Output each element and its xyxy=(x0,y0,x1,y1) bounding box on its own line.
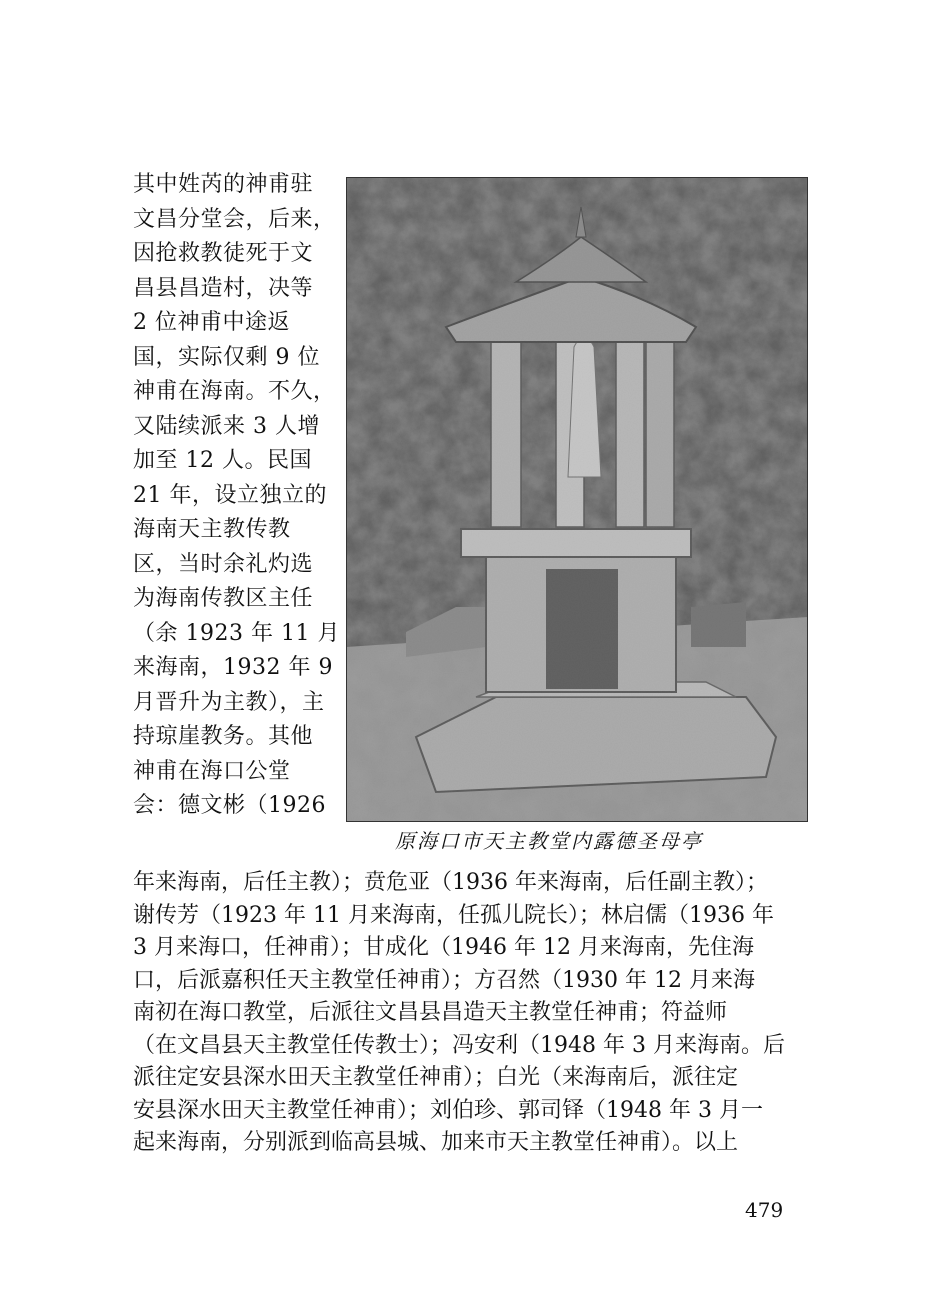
text-line: 昌县昌造村，决等 xyxy=(133,275,314,301)
text-line: 因抢救教徒死于文 xyxy=(133,241,314,266)
text-line: 为海南传教区主任 xyxy=(133,586,314,611)
text-line: 会：德文彬（1926 xyxy=(133,793,326,818)
text-line: （在文昌县天主教堂任传教士）；冯安利（1948 年 3 月来海南。后 xyxy=(133,1032,785,1058)
text-line: 派往定安县深水田天主教堂任神甫）；白光（来海南后，派往定 xyxy=(133,1065,739,1090)
text-line: 南初在海口教堂，后派往文昌县昌造天主教堂任神甫；符益师 xyxy=(133,1000,728,1025)
text-line: 神甫在海口公堂 xyxy=(133,758,291,784)
text-line: 口，后派嘉积任天主教堂任神甫）；方召然（1930 年 12 月来海 xyxy=(133,967,755,993)
text-line: 谢传芳（1923 年 11 月来海南，任孤儿院长）；林启儒（1936 年 xyxy=(133,902,774,928)
page-number: 479 xyxy=(745,1198,784,1222)
pavilion-photo xyxy=(346,177,808,822)
text-line: 文昌分堂会，后来， xyxy=(133,206,336,232)
text-line: 月晋升为主教），主 xyxy=(133,689,325,715)
text-line: 又陆续派来 3 人增 xyxy=(133,413,320,439)
text-line: 持琼崖教务。其他 xyxy=(133,724,314,749)
text-line: 21 年，设立独立的 xyxy=(133,482,327,508)
text-line: 其中姓芮的神甫驻 xyxy=(133,172,314,197)
text-line: 区，当时余礼灼选 xyxy=(133,551,314,577)
text-line: 神甫在海南。不久， xyxy=(133,379,336,404)
text-line: （余 1923 年 11 月 xyxy=(133,620,340,646)
photo-caption: 原海口市天主教堂内露德圣母亭 xyxy=(395,829,703,853)
text-line: 3 月来海口，任神甫）；甘成化（1946 年 12 月来海南，先住海 xyxy=(133,935,754,960)
text-line: 安县深水田天主教堂任神甫）；刘伯珍、郭司铎（1948 年 3 月一 xyxy=(133,1097,763,1123)
text-line: 来海南，1932 年 9 xyxy=(133,655,333,680)
text-line: 2 位神甫中途返 xyxy=(133,310,290,335)
full-width-text xyxy=(133,867,808,1160)
text-line: 国，实际仅剩 9 位 xyxy=(133,344,320,370)
text-line: 海南天主教传教 xyxy=(133,517,291,542)
left-column-text xyxy=(133,168,348,824)
text-line: 加至 12 人。民国 xyxy=(133,448,312,473)
text-line: 起来海南，分别派到临高县城、加来市天主教堂任神甫）。以上 xyxy=(133,1130,739,1155)
text-line: 年来海南，后任主教）；贲危亚（1936 年来海南，后任副主教）； xyxy=(133,870,768,895)
photo-grain xyxy=(346,177,808,822)
